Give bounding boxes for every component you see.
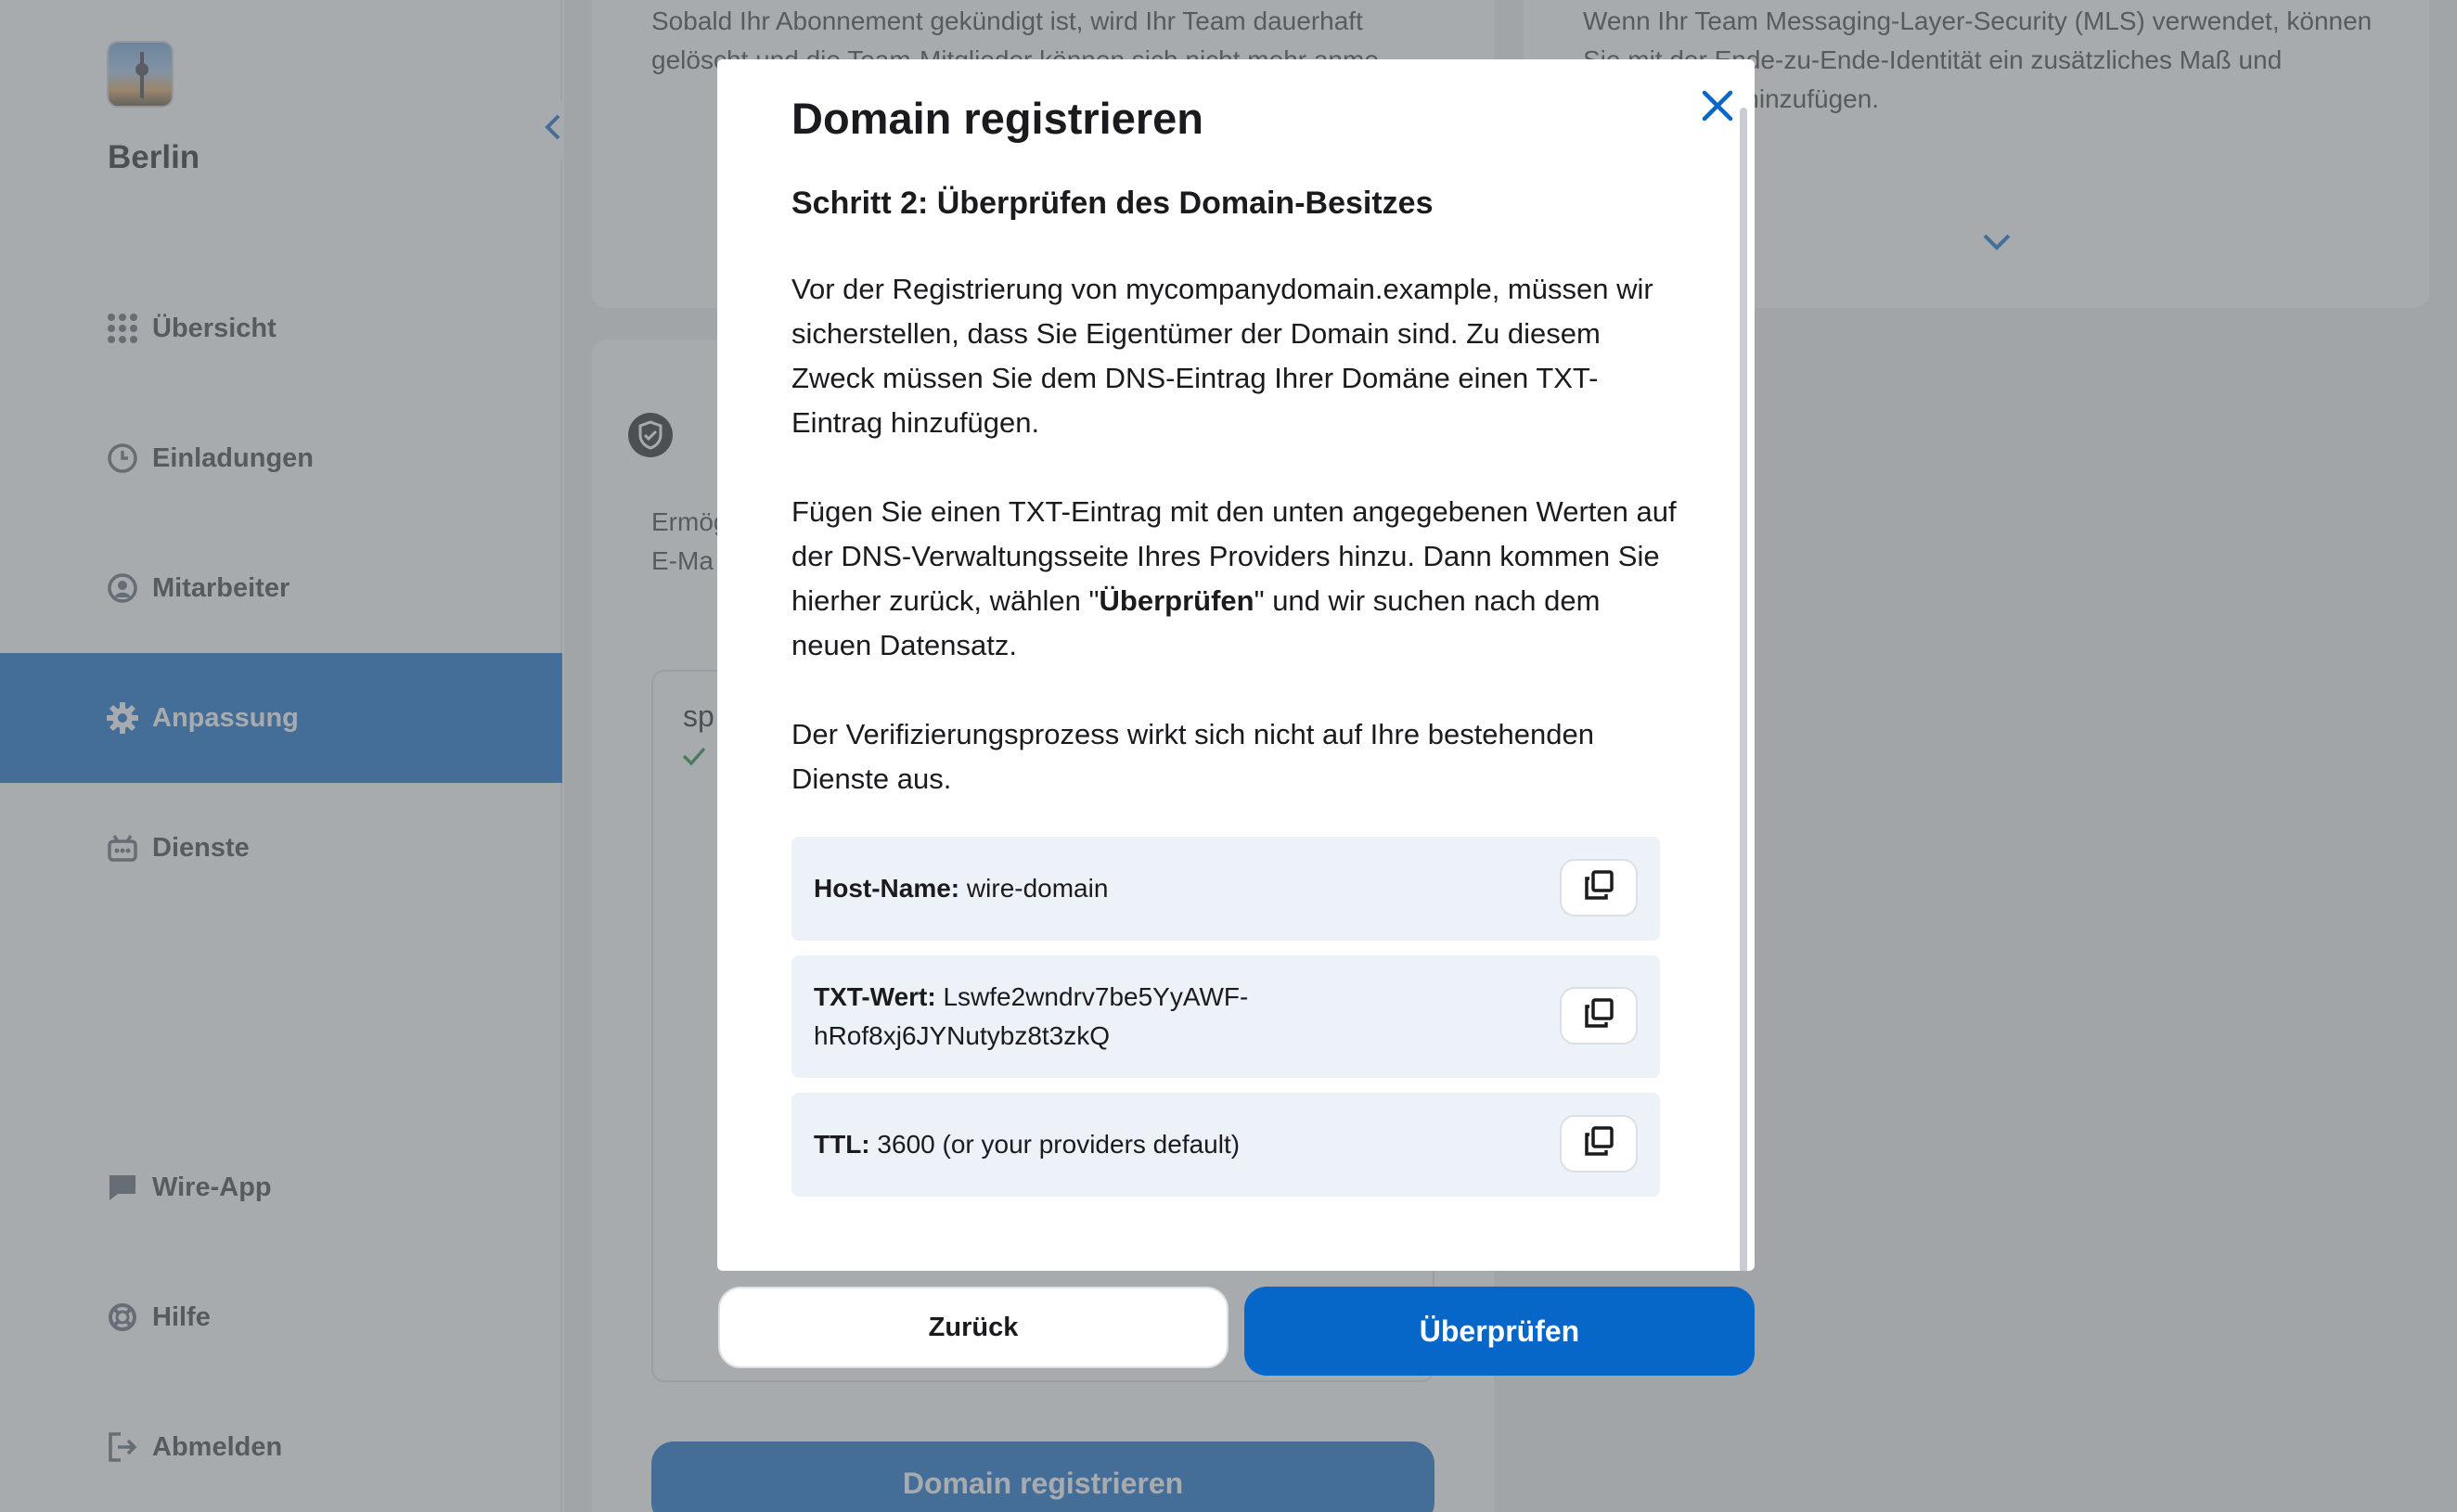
record-value-continued: hRof8xj6JYNutybz8t3zkQ bbox=[814, 1021, 1111, 1050]
copy-icon bbox=[1583, 1125, 1614, 1163]
instructions-text-bold: Überprüfen bbox=[1099, 584, 1254, 617]
back-button[interactable]: Zurück bbox=[718, 1287, 1228, 1368]
record-text bbox=[814, 869, 1638, 908]
modal-scrollbar[interactable] bbox=[1740, 108, 1747, 1271]
register-domain-dialog bbox=[717, 59, 1755, 1271]
record-text bbox=[814, 1125, 1638, 1164]
instructions-text-a: Fügen Sie einen TXT-Eintrag mit den unten angegebenen Werten auf der DNS-Verwaltungsseite Ihres Providers hinzu. Dann kommen Sie hierher zurück, wählen " bbox=[791, 495, 1677, 617]
record-label: Host-Name: bbox=[814, 874, 960, 903]
record-ttl bbox=[791, 1093, 1660, 1197]
instructions-text-b: " und wir suchen nach dem neuen Datensatz. bbox=[791, 584, 1601, 661]
record-txt-value bbox=[791, 955, 1660, 1078]
record-text bbox=[814, 978, 1638, 1056]
copy-icon bbox=[1583, 997, 1614, 1035]
copy-txt-value-button[interactable] bbox=[1560, 987, 1638, 1044]
intro-paragraph: Vor der Registrierung von mycompanydomain.example, müssen wir sicherstellen, dass Sie Eigentümer der Domain sind. Zu diesem Zweck müssen Sie dem DNS-Eintrag Ihrer Domäne einen TXT-Eintrag hinzufügen. bbox=[791, 273, 1653, 439]
record-label: TTL: bbox=[814, 1130, 870, 1159]
copy-host-name-button[interactable] bbox=[1560, 859, 1638, 916]
copy-icon bbox=[1583, 869, 1614, 907]
record-value: wire-domain bbox=[966, 874, 1109, 903]
verify-button[interactable]: Überprüfen bbox=[1244, 1287, 1755, 1376]
record-value: Lswfe2wndrv7be5YyAWF- bbox=[943, 982, 1249, 1011]
instructions-paragraph bbox=[791, 490, 1682, 668]
record-host-name bbox=[791, 837, 1660, 941]
close-icon bbox=[1701, 89, 1734, 127]
record-value: 3600 (or your providers default) bbox=[877, 1130, 1241, 1159]
copy-ttl-button[interactable] bbox=[1560, 1115, 1638, 1172]
dialog-title: Domain registrieren bbox=[791, 94, 1204, 143]
notice-paragraph: Der Verifizierungsprozess wirkt sich nicht auf Ihre bestehenden Dienste aus. bbox=[791, 718, 1594, 795]
step-title: Schritt 2: Überprüfen des Domain-Besitzes bbox=[791, 186, 1434, 221]
record-label: TXT-Wert: bbox=[814, 982, 936, 1011]
close-button[interactable] bbox=[1690, 80, 1745, 135]
